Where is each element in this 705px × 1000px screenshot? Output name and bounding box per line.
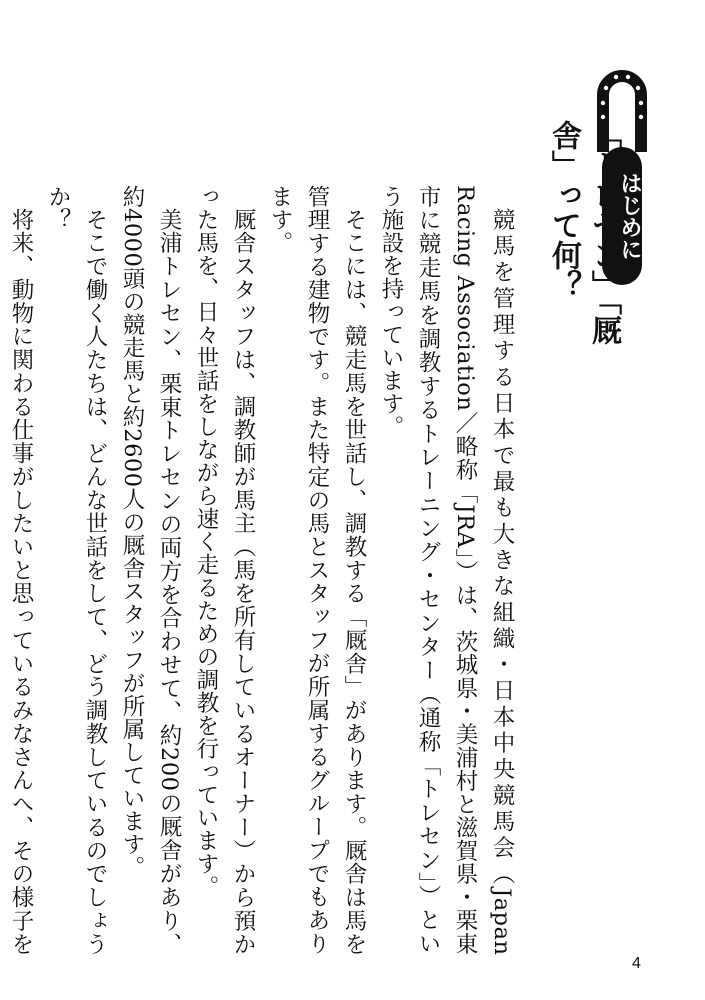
paragraph-5: そこで働く人たちは、どんな世話をして、どう調教しているのでしょうか？ bbox=[45, 185, 108, 955]
chapter-label: はじめに bbox=[617, 172, 642, 260]
page-number: 4 bbox=[632, 955, 641, 972]
paragraph-2: そこには、競走馬を世話し、調教する「厩舎」があります。厩舎は馬を管理する建物です。また特定の馬とスタッフが所属するグループでもあります。 bbox=[267, 185, 367, 955]
paragraph-3: 厩舎スタッフは、調教師が馬主（馬を所有しているオーナー）から預かった馬を、日々世話をしながら速く走るための調教を行っています。 bbox=[193, 185, 256, 955]
paragraph-1: 競馬を管理する日本で最も大きな組織・日本中央競馬会（Japan Racing Association／略称「JRA」）は、茨城県・美浦村と滋賀県・栗東市に競走馬を調教するトレーニング・センター（通称「トレセン」）という施設を持っています。 bbox=[378, 185, 515, 955]
page-title: 「トレセン」「厩舎」って何？ bbox=[546, 120, 621, 345]
body-text bbox=[8, 185, 520, 955]
paragraph-4: 美浦トレセン、栗東トレセンの両方を合わせて、約200の厩舎があり、約4000頭の競走馬と約2600人の厩舎スタッフが所属しています。 bbox=[119, 185, 182, 955]
paragraph-6: 将来、動物に関わる仕事がしたいと思っているみなさんへ、その様子を bbox=[8, 207, 34, 955]
